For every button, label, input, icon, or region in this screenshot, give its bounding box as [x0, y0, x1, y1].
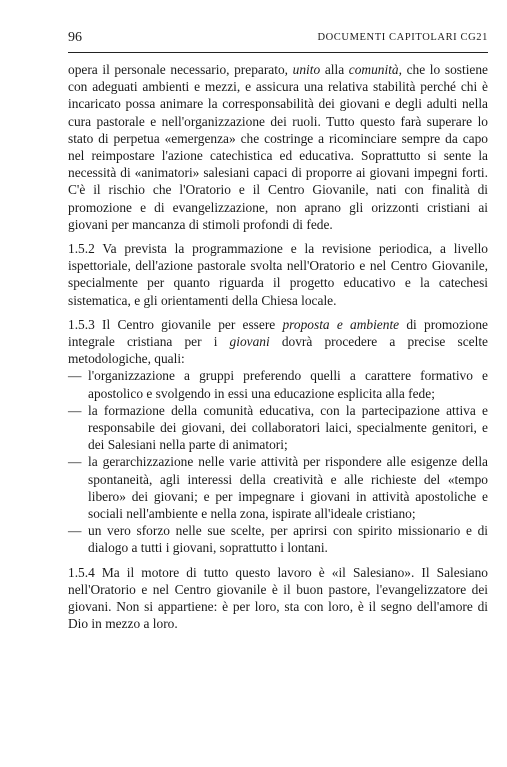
body-text — [68, 61, 488, 633]
emphasis-unito: unito — [292, 62, 321, 77]
emphasis-giovani: giovani — [229, 334, 270, 350]
paragraph-1-5-2: 1.5.2 Va prevista la programmazione e la revisione periodica, a livello ispettoriale, dell'azione pastorale svolta nell'Oratorio e nel Centro Giovanile, specialmente per quanto riguarda il progetto educativo e la catechesi sistematica, e gli orientamenti della Chiesa locale. — [68, 241, 488, 308]
dash-bullet: — — [68, 402, 82, 418]
paragraph-1-5-3 — [68, 316, 488, 557]
list-item — [68, 402, 488, 454]
text-run: alla — [320, 62, 349, 77]
paragraph-1-5-4: 1.5.4 Ma il motore di tutto questo lavoro è «il Salesiano». Il Salesiano nell'Oratorio e nel Centro giovanile è il buon pastore, l'evangelizzatore dei giovani. Non si appartiene: è per loro, sta con loro, è il segno dell'amore di Dio in mezzo a loro. — [68, 564, 488, 632]
emphasis-proposta-ambiente: proposta e ambiente — [282, 316, 400, 332]
list-item-text: la gerarchizzazione nelle varie attività per rispondere alle esigenze della spontaneità, agli interessi della creatività e alle richieste del «tempo libero» dei giovani; e per impegnare i giovani in attività apostoliche e sociali nell'ambiente e nella zona, ispirate all'ideale cristiano; — [88, 454, 488, 522]
document-page — [68, 30, 488, 633]
list-item — [68, 367, 488, 401]
list-item — [68, 522, 488, 556]
dash-bullet: — — [68, 368, 82, 384]
list-item — [68, 453, 488, 522]
page-header — [68, 30, 488, 53]
dash-bullet: — — [68, 454, 82, 470]
methodological-choices-list — [68, 367, 488, 556]
text-run: dovrà procedere a precise scelte metodologiche, quali: — [68, 334, 488, 367]
dash-bullet: — — [68, 523, 82, 539]
page-number: 96 — [68, 30, 82, 45]
text-run: 1.5.3 Il Centro giovanile per essere — [68, 316, 283, 332]
text-run: di promozione integrale cristiana per i — [68, 316, 488, 350]
list-item-text: la formazione della comunità educativa, con la partecipazione attiva e responsabile dei giovani, dei collaboratori laici, specialmente genitori, e dei Salesiani nella parte di animatori; — [88, 402, 488, 453]
paragraph-continuation — [68, 61, 488, 233]
running-title: DOCUMENTI CAPITOLARI CG21 — [317, 32, 488, 43]
list-item-text: l'organizzazione a gruppi preferendo quelli a carattere formativo e apostolico e svolgendo in essi una educazione esplicita alla fede; — [88, 368, 488, 401]
text-run: opera il personale necessario, preparato, — [68, 62, 293, 77]
paragraph-1-5-3-intro — [68, 316, 488, 368]
list-item-text: un vero sforzo nelle sue scelte, per aprirsi con spirito missionario e di dialogo a tutti i giovani, soprattutto i lontani. — [88, 523, 488, 556]
text-run: che lo sostiene con adeguati ambienti e mezzi, e assicura una relativa stabilità perché chi è incaricato possa animare la corresponsabilità dei giovani e degli adulti nella cura pastorale e nell'organizzazione dei ruoli. Tutto questo farà superare lo stato di perpetua «emergenza» che costringe a ricominciare sempre da capo nel reimpostare l'azione catechistica ed educativa. Soprattutto si sente la necessità di «animatori» salesiani capaci di proporre ai giovani impegni forti. C'è il rischio che l'Oratorio e il Centro Giovanile, nati con finalità di promozione e di evangelizzazione, non aprano gli orizzonti cristiani ai giovani per mancanza di stimoli profondi di fede. — [68, 62, 488, 232]
emphasis-comunita: comunità, — [348, 62, 402, 77]
